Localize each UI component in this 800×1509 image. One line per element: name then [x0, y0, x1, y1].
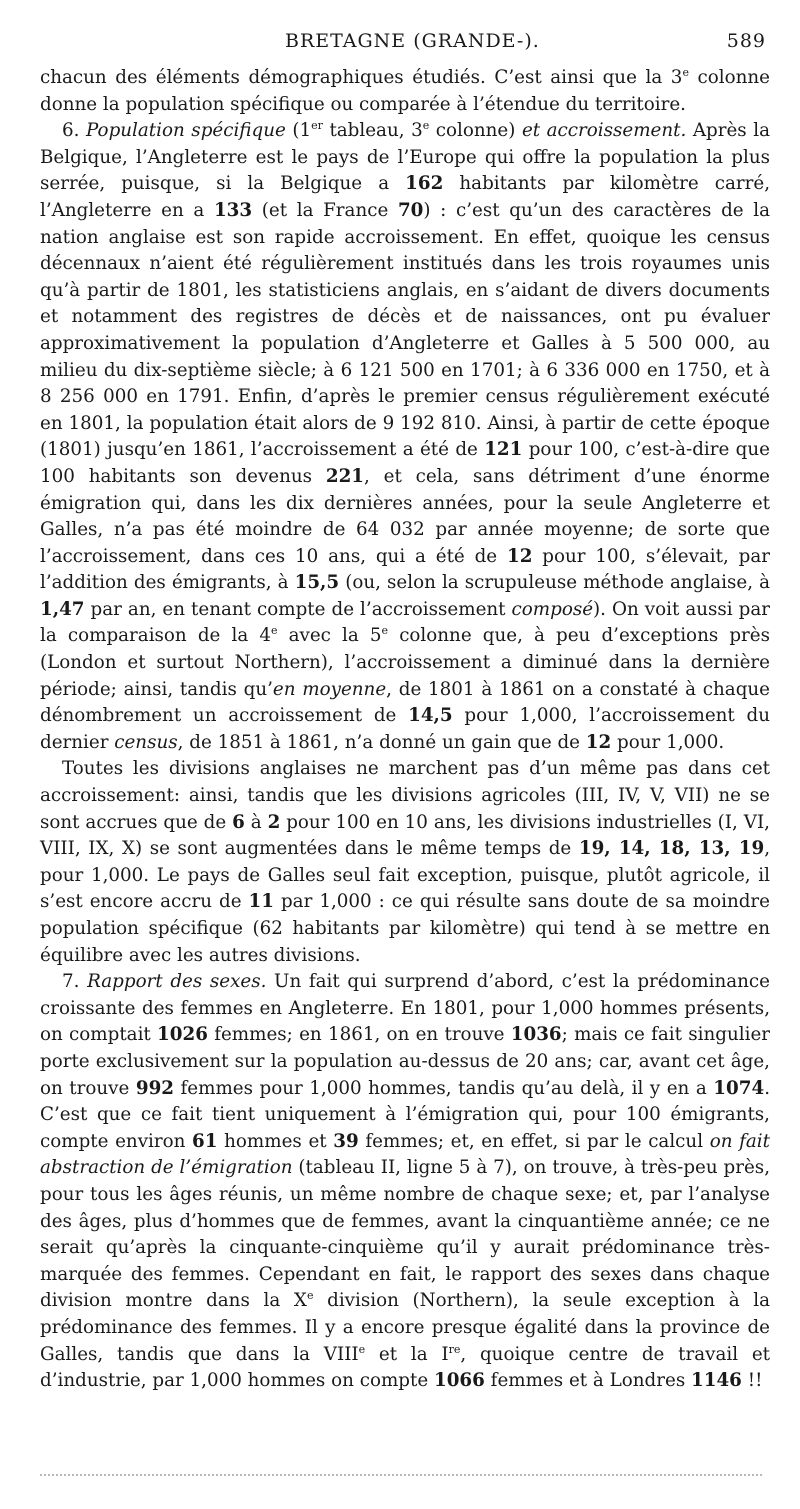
paragraph-continuation: chacun des éléments démographiques étudiés. C’est ainsi que la 3e colonne donne la population spécifique ou comparée à l’étendue du territoire.: [40, 65, 770, 115]
running-title: BRETAGNE (GRANDE-).: [285, 30, 540, 52]
bleed-through-divider: [40, 1474, 762, 1476]
section-title: Rapport des sexes.: [87, 971, 267, 993]
section-title: Population spécifique: [86, 120, 286, 142]
body-text: [40, 65, 770, 1395]
paragraph-divisions: Toutes les divisions anglaises ne marchent pas d’un même pas dans cet accroissement: ainsi, tandis que les divisions agricoles (III, IV, V, VII) ne se sont accrues que de 6 à 2 pour 100 en 10 ans, les divisions industrielles (I, VI, VIII, IX, X) se sont augmentées dans le même temps de 19, 14, 18, 13, 19, pour 1,000. Le pays de Galles seul fait exception, puisque, plutôt agricole, il s’est encore accru de 11 par 1,000 : ce qui résulte sans doute de sa moindre population spécifique (62 habitants par kilomètre) qui tend à se mettre en équilibre avec les autres divisions.: [40, 758, 770, 966]
page-number: 589: [726, 30, 766, 52]
paragraph-rapport-des-sexes: 7. Rapport des sexes. Un fait qui surprend d’abord, c’est la prédominance croissante des femmes en Angleterre. En 1801, pour 1,000 hommes présents, on comptait 1026 femmes; en 1861, on en trouve 1036; mais ce fait singulier porte exclusivement sur la population au-dessus de 20 ans; car, avant cet âge, on trouve 992 femmes pour 1,000 hommes, tandis qu’au delà, il y en a 1074. C’est que ce fait tient uniquement à l’émigration qui, pour 100 émigrants, compte environ 61 hommes et 39 femmes; et, en effet, si par le calcul on fait abstraction de l’émigration (tableau II, ligne 5 à 7), on trouve, à très-peu près, pour tous les âges réunis, un même nombre de chaque sexe; et, par l’analyse des âges, plus d’hommes que de femmes, avant la cinquantième année; ce ne serait qu’après la cinquante-cinquième qu’il y aurait prédominance très-marquée des femmes. Cependant en fait, le rapport des sexes dans chaque division montre dans la Xe division (Northern), la seule exception à la prédominance des femmes. Il y a encore presque égalité dans la province de Galles, tandis que dans la VIIIe et la Ire, quoique centre de travail et d’industrie, par 1,000 hommes on compte 1066 femmes et à Londres 1146 !!: [40, 971, 771, 1392]
paragraph-population-specifique: 6. Population spécifique (1er tableau, 3e colonne) et accroissement. Après la Belgique, l’Angleterre est le pays de l’Europe qui offre la population la plus serrée, puisque, si la Belgique a 162 habitants par kilomètre carré, l’Angleterre en a 133 (et la France 70) : c’est qu’un des caractères de la nation anglaise est son rapide accroissement. En effet, quoique les census décennaux n’aient été régulièrement institués dans les trois royaumes unis qu’à partir de 1801, les statisticiens anglais, en s’aidant de divers documents et notamment des registres de décès et de naissances, ont pu évaluer approximativement la population d’Angleterre et Galles à 5 500 000, au milieu du dix-septième siècle; à 6 121 500 en 1701; à 6 336 000 en 1750, et à 8 256 000 en 1791. Enfin, d’après le premier census régulièrement exécuté en 1801, la population était alors de 9 192 810. Ainsi, à partir de cette époque (1801) jusqu’en 1861, l’accroissement a été de 121 pour 100, c’est-à-dire que 100 habitants son devenus 221, et cela, sans détriment d’une énorme émigration qui, dans les dix dernières années, pour la seule Angleterre et Galles, n’a pas été moindre de 64 032 par année moyenne; de sorte que l’accroissement, dans ces 10 ans, qui a été de 12 pour 100, s’élevait, par l’addition des émigrants, à 15,5 (ou, selon la scrupuleuse méthode anglaise, à 1,47 par an, en tenant compte de l’accroissement composé). On voit aussi par la comparaison de la 4e avec la 5e colonne que, à peu d’exceptions près (London et surtout Northern), l’accroissement a diminué dans la dernière période; ainsi, tandis qu’en moyenne, de 1801 à 1861 on a constaté à chaque dénombrement un accroissement de 14,5 pour 1,000, l’accroissement du dernier census, de 1851 à 1861, n’a donné un gain que de 12 pour 1,000.: [40, 119, 771, 753]
running-header: [40, 30, 770, 60]
section-number: 7.: [62, 971, 88, 993]
section-number: 6.: [62, 120, 86, 142]
